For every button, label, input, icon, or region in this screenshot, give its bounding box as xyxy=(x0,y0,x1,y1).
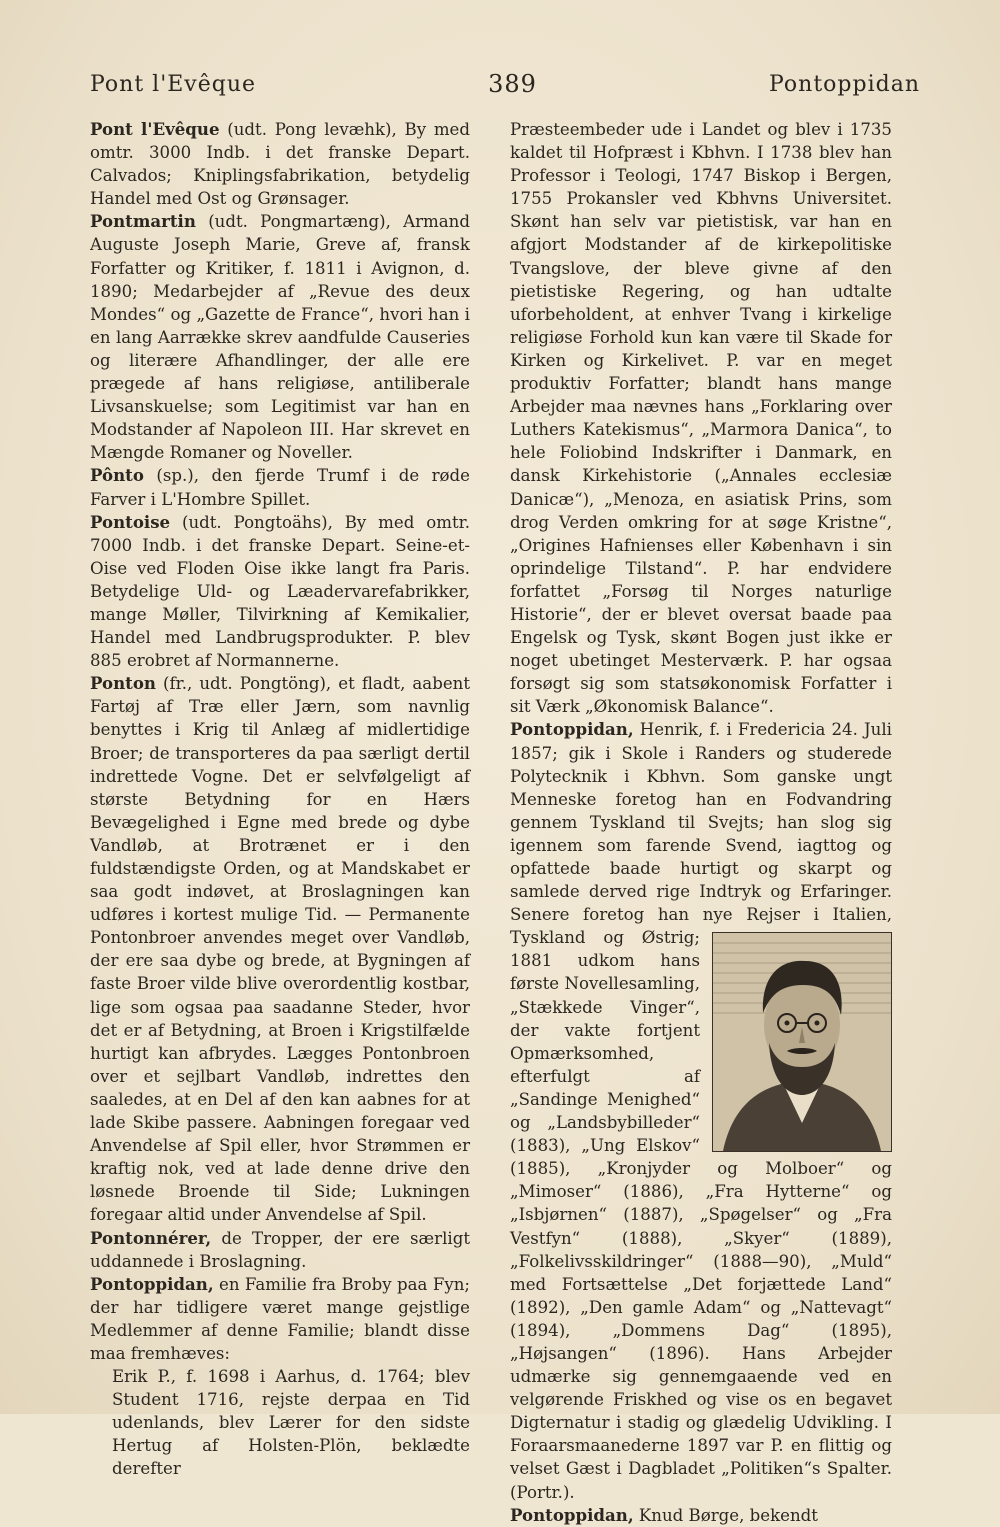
header-right-guide-word: Pontoppidan xyxy=(769,71,920,97)
entry-pontoppidan-family xyxy=(90,1273,470,1365)
entry-text: Knud Børge, bekendt xyxy=(633,1505,818,1525)
headword: Pônto xyxy=(90,465,144,486)
entry-text: Erik P., f. 1698 i Aarhus, d. 1764; blev Student 1716, rejste derpaa en Tid udenlands, blev Lærer for den sidste Hertug af Holsten-Plön, beklædte derefter xyxy=(112,1367,470,1479)
entry-text: Præsteembeder ude i Landet og blev i 1735 kaldet til Hofpræst i Kbhvn. I 1738 blev han Professor i Teologi, 1747 Biskop i Bergen, 1755 Prokansler ved Kbhvns Universitet. Skønt han selv var pietistisk, var han en afgjort Modstander af de kirkepolitiske Tvangslove, der bleve givne af den pietistiske Regering, og han udtalte uforbeholdent, at enhver Tvang i kirkelige religiøse Forhold kun kan være til Skade for Kirken og Kirkelivet. P. var en meget produktiv Forfatter; blandt hans mange Arbejder maa nævnes hans „Forklaring over Luthers Katekismus“, „Marmora Danica“, to hele Foliobind Indskrifter i Danmark, en dansk Kirkehistorie („Annales ecclesiæ Danicæ“), „Menoza, en asiatisk Prins, som drog Verden omkring for at søge Kristne“, „Origines Hafnienses eller København i sin oprindelige Tilstand“. P. har endvidere forfattet „Forsøg til Norges naturlige Historie“, der er blevet oversat baade paa Engelsk og Tysk, skønt Bogen just ikke er noget ubetinget Mesterværk. P. har ogsaa forsøgt sig som statsøkonomisk Forfatter i sit Værk „Økonomisk Balance“. xyxy=(510,120,892,717)
headword: Pontoppidan, xyxy=(90,1273,214,1294)
entry-text: (udt. Pongmartæng), Armand Auguste Joseph Marie, Greve af, fransk Forfatter og Kritiker, f. 1811 i Avignon, d. 1890; Medarbejder af „Revue des deux Mondes“ og „Gazette de France“, hvori han i en lang Aarrække skrev aandfulde Causeries og literære Afhandlinger, der alle ere prægede af hans religiøse, antiliberale Livsanskuelse; som Legitimist var han en Modstander af Napoleon III. Har skrevet en Mængde Romaner og Noveller. xyxy=(90,212,470,463)
left-column xyxy=(90,118,470,1481)
entry-henrik-pontoppidan xyxy=(510,718,892,1503)
headword: Pontmartin xyxy=(90,211,196,232)
entry-ponton xyxy=(90,672,470,1226)
entry-erik-continuation xyxy=(510,118,892,718)
entry-ponto xyxy=(90,464,470,510)
headword: Pontoppidan, xyxy=(510,1504,634,1525)
entry-pont-leveque xyxy=(90,118,470,210)
headword: Ponton xyxy=(90,673,156,694)
entry-pontmartin xyxy=(90,210,470,464)
header-left-guide-word: Pont l'Evêque xyxy=(90,71,257,97)
running-header xyxy=(90,66,920,102)
entry-text: (udt. Pong levæhk), By med omtr. 3000 Indb. i det franske Depart. Calvados; Kniplingsfabrikation, betydelig Handel med Ost og Grønsager. xyxy=(90,120,470,209)
right-column xyxy=(510,118,892,1527)
entry-text: (fr., udt. Pongtöng), et fladt, aabent Fartøj af Træ eller Jærn, som navnlig benyttes i Krig til Anlæg af midlertidige Broer; de transporteres da paa særligt dertil indrettede Vogne. Det er selvfølgeligt af største Betydning for en Hærs Bevægelighed i Egne med brede og dybe Vandløb, at Brotrænet er i den fuldstændigste Orden, og at Mandskabet er saa godt indøvet, at Broslagningen kan udføres i kortest mulige Tid. — Permanente Pontonbroer anvendes meget over Vandløb, der ere saa dybe og brede, at Bygningen af faste Broer vilde blive overordentlig kostbar, lige som ogsaa paa saadanne Steder, hvor det er af Betydning, at Broen i Krigstilfælde hurtigt kan afbrydes. Lægges Pontonbroen over et sejlbart Vandløb, indrettes den saaledes, at en Del af den kan aabnes for at lade Skibe passere. Aabningen foregaar ved Anvendelse af Spil eller, hvor Strømmen er kraftig nok, ved at lade denne drive den løsnede Broende til Side; Lukningen foregaar altid under Anvendelse af Spil. xyxy=(90,674,470,1225)
page-number: 389 xyxy=(488,70,537,98)
portrait-engraving-icon xyxy=(713,933,891,1151)
headword: Pont l'Evêque xyxy=(90,119,220,139)
entry-text: en Familie fra Broby paa Fyn; der har tidligere været mange gejstlige Medlemmer af denne Familie; blandt disse maa fremhæves: xyxy=(90,1274,470,1363)
entry-text: Henrik, f. i Fredericia 24. Juli 1857; gik i Skole i Randers og studerede Polytecknik i Kbhvn. Som ganske ungt Menneske foretog han en Fodvandring gennem Tyskland til Svejts; han slog sig igennem som farende Svend, iagttog og opfattede baade hurtigt og skarpt og samlede derved rige Indtryk og Erfaringer. Senere foretog han nye Rejser xyxy=(510,720,892,925)
portrait-image xyxy=(712,932,892,1152)
entry-knud-pontoppidan xyxy=(510,1504,892,1527)
entry-text: de Tropper, der ere særligt uddannede i Broslagning. xyxy=(90,1228,470,1271)
entry-text: (udt. Pongtoähs), By med omtr. 7000 Indb. i det franske Depart. Seine-et-Oise ved Floden Oise ikke langt fra Paris. Betydelige Uld- og Læadervarefabrikker, mange Møller, Tilvirkning af Kemikalier, Handel med Landbrugsprodukter. P. blev 885 erobret af Normannerne. xyxy=(90,512,470,671)
headword: Pontonnérer, xyxy=(90,1227,212,1248)
entry-text-continued: i Italien, Tyskland og Østrig; 1881 udkom hans første Novellesamling, „Stækkede Vinger“, der vakte fortjent Opmærksomhed, efterfulgt af „Sandinge Menighed“ og „Landsbybilleder“ (1883), „Ung Elskov“ (1885), „Kronjyder og Molboer“ og „Mimoser“ (1886), „Fra Hytterne“ og „Isbjørnen“ (1887), „Spøgelser“ og „Fra Vestfyn“ (1888), „Skyer“ (1889), „Folkelivsskildringer“ (1888—90), „Muld“ med Fortsættelse „Det forjættede Land“ (1892), „Den gamle Adam“ og „Nattevagt“ (1894), „Dommens Dag“ (1895), „Højsangen“ (1896). Hans Arbejder udmærke sig gennemgaaende ved en velgørende Friskhed og vise os en begavet Digternatur i stadig og glædelig Udvikling. I Foraarsmaanederne 1897 var P. en flittig og velset Gæst i Dagbladet „Politiken“s Spalter. (Portr.). xyxy=(510,905,892,1502)
headword: Pontoise xyxy=(90,511,171,532)
entry-pontonnerer xyxy=(90,1227,470,1273)
entry-text: (sp.), den fjerde Trumf i de røde Farver i L'Hombre Spillet. xyxy=(90,466,470,509)
entry-pontoise xyxy=(90,511,470,673)
entry-erik-pontoppidan xyxy=(90,1365,470,1480)
headword: Pontoppidan, xyxy=(510,719,634,740)
